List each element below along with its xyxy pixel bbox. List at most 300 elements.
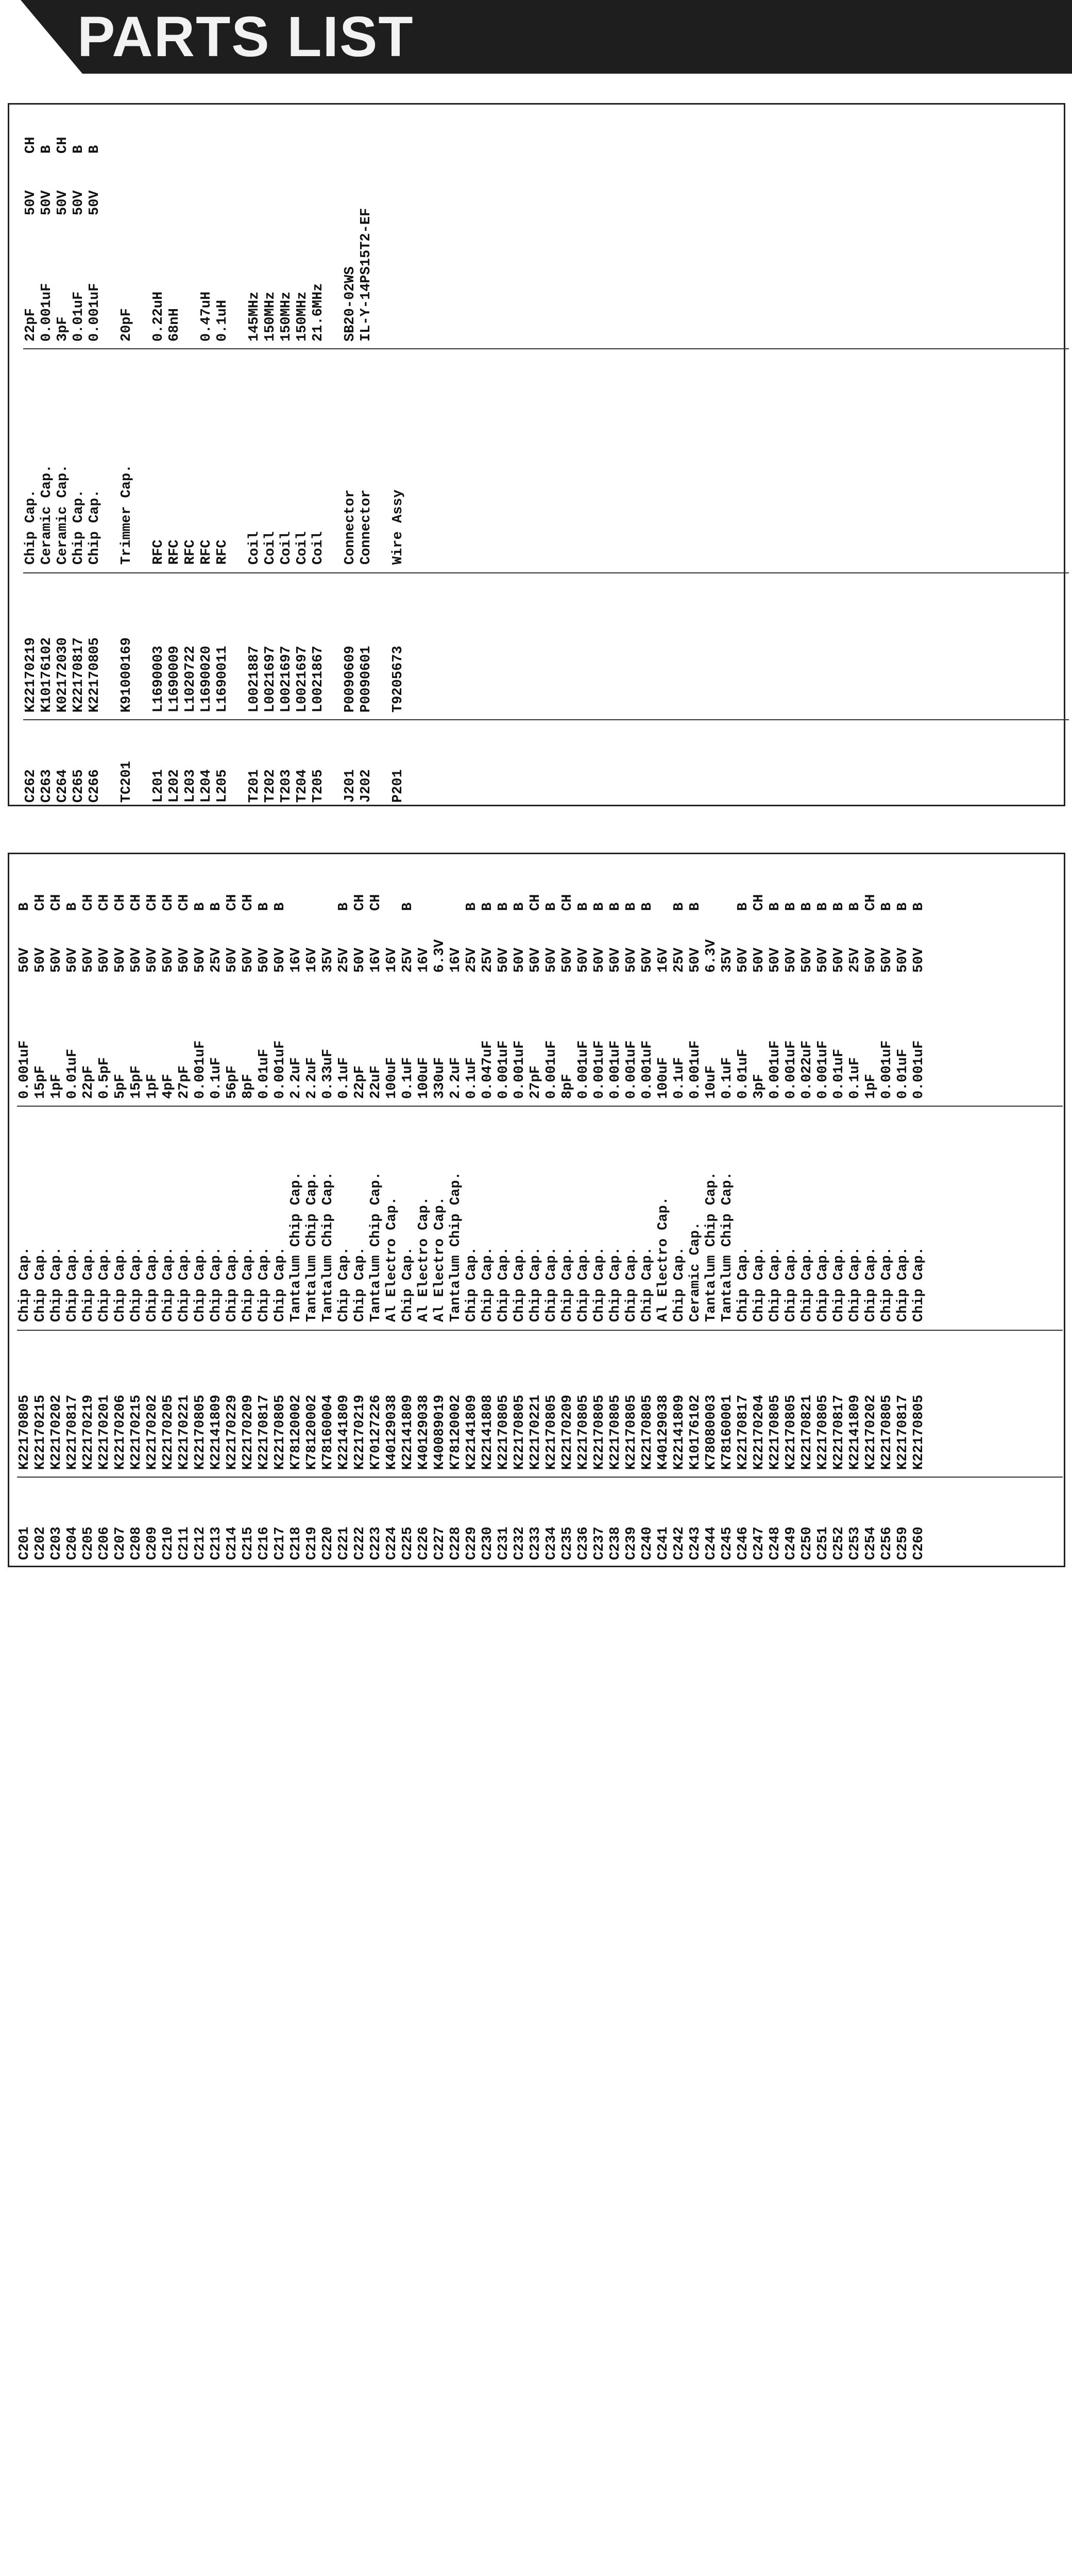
ref-cell: C264 <box>55 769 71 803</box>
part-number-cell: L1690009 <box>167 646 182 713</box>
value-cell: 0.01uF <box>736 1048 751 1099</box>
value-cell: 27pF <box>528 1065 543 1099</box>
voltage-cell: 50V <box>592 947 607 973</box>
description-cell: Chip Cap. <box>528 1247 543 1322</box>
value-cell: 0.001uF <box>879 1040 895 1099</box>
voltage-column <box>17 939 927 973</box>
part-number-cell: K10176102 <box>688 1395 703 1470</box>
description-cell: Chip Cap. <box>65 1247 80 1322</box>
column-divider <box>23 719 1069 720</box>
type-cell <box>288 894 304 911</box>
type-cell: B <box>193 902 208 911</box>
ref-cell: C241 <box>656 1527 671 1560</box>
voltage-cell: 50V <box>129 947 144 973</box>
ref-cell: C245 <box>720 1527 735 1560</box>
description-cell: Chip Cap. <box>879 1247 895 1322</box>
part-number-cell: K22170805 <box>624 1395 639 1470</box>
type-cell <box>432 894 448 911</box>
row-spacer <box>231 465 247 565</box>
voltage-cell: 50V <box>33 947 48 973</box>
voltage-cell: 50V <box>831 947 847 973</box>
type-cell <box>359 137 375 154</box>
value-cell: 0.1uH <box>215 299 230 342</box>
value-cell: 3pF <box>752 1074 767 1099</box>
ref-cell: C246 <box>736 1527 751 1560</box>
row-spacer <box>135 465 151 565</box>
part-number-cell: L0021867 <box>311 646 326 713</box>
value-cell: 100uF <box>416 1057 432 1099</box>
type-cell: B <box>784 902 799 911</box>
voltage-cell: 6.3V <box>704 939 719 973</box>
part-number-cell: K02172030 <box>55 637 71 713</box>
ref-cell: C250 <box>799 1527 815 1560</box>
part-number-cell: L1690020 <box>199 646 214 713</box>
part-number-cell: K22170221 <box>177 1395 192 1470</box>
type-cell <box>390 137 406 154</box>
ref-cell: L202 <box>167 769 182 803</box>
description-cell: Chip Cap. <box>752 1247 767 1322</box>
voltage-cell: 50V <box>688 947 703 973</box>
voltage-cell: 50V <box>560 947 575 973</box>
description-cell: Chip Cap. <box>736 1247 751 1322</box>
description-cell: Tantalum Chip Cap. <box>304 1172 320 1322</box>
ref-cell: C244 <box>704 1527 719 1560</box>
value-cell: 0.01uF <box>895 1048 911 1099</box>
type-cell: CH <box>113 894 128 911</box>
type-cell: CH <box>81 894 96 911</box>
rotated-table-content <box>17 894 927 2576</box>
value-cell: 0.001uF <box>592 1040 607 1099</box>
description-cell: RFC <box>215 539 230 565</box>
description-cell: Ceramic Cap. <box>55 464 71 565</box>
type-cell: B <box>688 902 703 911</box>
part-number-cell: K22170805 <box>193 1395 208 1470</box>
voltage-cell: 50V <box>17 947 32 973</box>
row-spacer <box>375 761 390 803</box>
value-cell: 0.001uF <box>544 1040 559 1099</box>
voltage-cell: 50V <box>544 947 559 973</box>
value-cell: 0.001uF <box>688 1040 703 1099</box>
value-cell: 0.001uF <box>815 1040 831 1099</box>
ref-cell: C206 <box>97 1527 112 1560</box>
type-cell <box>343 137 359 154</box>
description-cell: Trimmer Cap. <box>119 464 134 565</box>
voltage-cell: 50V <box>177 947 192 973</box>
value-cell: 0.1uF <box>400 1057 416 1099</box>
ref-cell: L204 <box>199 769 214 803</box>
part-number-cell: K78120002 <box>288 1395 304 1470</box>
value-cell: 0.33uF <box>320 1048 336 1099</box>
ref-cell: C243 <box>688 1527 703 1560</box>
description-cell: Al Electro Cap. <box>656 1196 671 1322</box>
ref-cell: C202 <box>33 1527 48 1560</box>
type-cell: CH <box>33 894 48 911</box>
description-cell: Chip Cap. <box>17 1247 32 1322</box>
value-cell: 0.47uH <box>199 291 214 342</box>
value-cell: 8pF <box>560 1074 575 1099</box>
description-cell: Chip Cap. <box>241 1247 256 1322</box>
type-column <box>23 137 406 154</box>
description-cell: Ceramic Cap. <box>688 1222 703 1322</box>
row-spacer <box>327 208 343 342</box>
value-cell: 0.1uF <box>847 1057 863 1099</box>
row-spacer <box>103 137 119 154</box>
voltage-cell: 50V <box>768 947 783 973</box>
part-number-cell: K40129038 <box>384 1395 400 1470</box>
part-number-cell: K22141809 <box>209 1395 224 1470</box>
voltage-cell: 16V <box>384 947 400 973</box>
part-number-cell: P0090609 <box>343 646 358 713</box>
description-cell: Chip Cap. <box>273 1247 288 1322</box>
description-cell: Coil <box>311 531 326 565</box>
ref-cell: C235 <box>560 1527 575 1560</box>
row-spacer <box>327 137 343 154</box>
type-cell <box>448 894 464 911</box>
ref-cell: C214 <box>225 1527 240 1560</box>
voltage-cell <box>359 190 375 215</box>
description-cell: Chip Cap. <box>113 1247 128 1322</box>
row-spacer <box>103 465 119 565</box>
ref-cell: C248 <box>768 1527 783 1560</box>
voltage-cell: 50V <box>145 947 160 973</box>
type-cell: B <box>624 902 639 911</box>
description-cell: Chip Cap. <box>49 1247 64 1322</box>
type-cell: CH <box>145 894 160 911</box>
value-cell: 0.1uF <box>336 1057 352 1099</box>
value-cell: 21.6MHz <box>311 283 326 342</box>
value-cell: 10uF <box>704 1065 719 1099</box>
description-cell: RFC <box>199 539 214 565</box>
voltage-cell: 50V <box>752 947 767 973</box>
description-cell: Chip Cap. <box>97 1247 112 1322</box>
part-number-cell: K22170219 <box>352 1395 368 1470</box>
description-cell: Tantalum Chip Cap. <box>320 1172 336 1322</box>
type-cell: B <box>273 902 288 911</box>
value-cell: 0.022uF <box>799 1040 815 1099</box>
ref-column <box>17 1527 927 1560</box>
part-number-cell: K22170206 <box>113 1395 128 1470</box>
voltage-cell: 6.3V <box>432 939 448 973</box>
value-cell: 100uF <box>656 1057 671 1099</box>
part-number-cell: K22141808 <box>480 1395 496 1470</box>
voltage-cell: 16V <box>304 947 320 973</box>
voltage-column <box>23 190 406 215</box>
part-number-cell: K22170805 <box>768 1395 783 1470</box>
table-columns <box>23 112 1069 803</box>
description-cell: Tantalum Chip Cap. <box>288 1172 304 1322</box>
ref-cell: C211 <box>177 1527 192 1560</box>
type-cell: B <box>768 902 783 911</box>
ref-cell: C210 <box>161 1527 176 1560</box>
description-cell: Chip Cap. <box>225 1247 240 1322</box>
value-cell: 2.2uF <box>288 1057 304 1099</box>
part-number-cell: K22170219 <box>23 637 39 713</box>
type-cell: B <box>895 902 911 911</box>
value-cell: 3pF <box>55 316 71 342</box>
ref-cell: C253 <box>847 1527 863 1560</box>
value-cell: 0.5pF <box>97 1057 112 1099</box>
description-cell: Chip Cap. <box>815 1247 831 1322</box>
description-cell: RFC <box>151 539 166 565</box>
type-cell <box>215 137 231 154</box>
voltage-cell: 50V <box>736 947 751 973</box>
part-number-cell: P0090601 <box>359 646 374 713</box>
row-spacer <box>327 190 343 215</box>
value-cell: 0.1uF <box>209 1057 224 1099</box>
value-cell: 56pF <box>225 1065 240 1099</box>
part-number-cell: L1690011 <box>215 646 230 713</box>
type-cell: B <box>257 902 272 911</box>
ref-cell: C222 <box>352 1527 368 1560</box>
voltage-cell: 50V <box>784 947 799 973</box>
type-cell: B <box>576 902 591 911</box>
type-cell <box>720 894 736 911</box>
part-number-cell: K22170209 <box>241 1395 256 1470</box>
type-cell: B <box>799 902 815 911</box>
description-column <box>17 1172 927 1322</box>
value-cell: 15pF <box>33 1065 48 1099</box>
type-cell <box>199 137 215 154</box>
ref-cell: C218 <box>288 1527 304 1560</box>
value-cell <box>183 208 199 342</box>
part-number-cell: L0021697 <box>295 646 310 713</box>
part-number-cell: K22170805 <box>273 1395 288 1470</box>
type-cell: CH <box>49 894 64 911</box>
description-cell: Chip Cap. <box>352 1247 368 1322</box>
part-number-cell: K78120002 <box>304 1395 320 1470</box>
value-cell: 15pF <box>129 1065 144 1099</box>
part-number-cell: K22170229 <box>225 1395 240 1470</box>
part-number-cell: L0021887 <box>247 646 262 713</box>
row-spacer <box>375 190 390 215</box>
value-cell: 2.2uF <box>304 1057 320 1099</box>
part-number-cell: K22141809 <box>336 1395 352 1470</box>
voltage-cell: 50V <box>257 947 272 973</box>
ref-cell: P201 <box>390 769 406 803</box>
ref-cell: C204 <box>65 1527 80 1560</box>
part-number-cell: K78160004 <box>320 1395 336 1470</box>
type-cell: CH <box>352 894 368 911</box>
type-cell <box>183 137 199 154</box>
voltage-cell: 50V <box>879 947 895 973</box>
type-cell <box>656 894 672 911</box>
row-spacer <box>231 208 247 342</box>
value-cell: 150MHz <box>295 291 310 342</box>
ref-cell: C230 <box>480 1527 496 1560</box>
ref-cell: T205 <box>311 769 326 803</box>
type-cell: B <box>592 902 607 911</box>
ref-cell: C242 <box>672 1527 687 1560</box>
description-cell: Chip Cap. <box>81 1247 96 1322</box>
value-cell: 330uF <box>432 1057 448 1099</box>
type-cell: B <box>815 902 831 911</box>
type-cell: CH <box>752 894 767 911</box>
value-cell: 0.001uF <box>768 1040 783 1099</box>
part-number-cell: K22170817 <box>65 1395 80 1470</box>
part-number-cell: K22170805 <box>576 1395 591 1470</box>
type-cell: CH <box>129 894 144 911</box>
part-number-cell: K40129038 <box>416 1395 432 1470</box>
ref-cell: J201 <box>343 769 358 803</box>
type-cell: CH <box>863 894 879 911</box>
ref-cell: C216 <box>257 1527 272 1560</box>
part-number-cell: K22170805 <box>640 1395 655 1470</box>
part-number-cell: K22170817 <box>895 1395 911 1470</box>
description-cell: Chip Cap. <box>71 489 87 565</box>
part-number-column <box>23 637 406 713</box>
value-cell: 0.001uF <box>512 1040 528 1099</box>
part-number-cell: K22170817 <box>831 1395 847 1470</box>
value-cell: 0.047uF <box>480 1040 496 1099</box>
description-cell: Chip Cap. <box>608 1247 623 1322</box>
value-cell: 0.01uF <box>65 1048 80 1099</box>
part-number-cell: K22170817 <box>736 1395 751 1470</box>
description-cell: Chip Cap. <box>336 1247 352 1322</box>
description-cell: RFC <box>183 539 198 565</box>
value-cell: 0.001uF <box>624 1040 639 1099</box>
description-cell: Coil <box>247 531 262 565</box>
part-number-cell: K10176102 <box>39 637 55 713</box>
row-spacer <box>375 208 390 342</box>
part-number-cell: K22141809 <box>400 1395 416 1470</box>
ref-cell: C249 <box>784 1527 799 1560</box>
part-number-cell: K22170805 <box>496 1395 512 1470</box>
type-cell: CH <box>161 894 176 911</box>
type-cell: B <box>400 902 416 911</box>
part-number-cell: K22170202 <box>863 1395 879 1470</box>
value-cell: 0.001uF <box>784 1040 799 1099</box>
type-cell: B <box>672 902 687 911</box>
part-number-cell: K40129038 <box>656 1395 671 1470</box>
value-cell: 0.001uF <box>87 283 103 342</box>
voltage-cell: 50V <box>863 947 879 973</box>
column-divider <box>17 1477 1063 1478</box>
voltage-cell: 50V <box>65 947 80 973</box>
row-spacer <box>375 637 390 713</box>
description-cell: Chip Cap. <box>464 1247 480 1322</box>
description-cell: Al Electro Cap. <box>432 1196 448 1322</box>
value-cell: 0.001uF <box>496 1040 512 1099</box>
ref-cell: C228 <box>448 1527 464 1560</box>
ref-cell: C266 <box>87 769 103 803</box>
part-number-cell: K22170817 <box>71 637 87 713</box>
description-cell: Chip Cap. <box>911 1247 927 1322</box>
page-title: PARTS LIST <box>77 5 414 69</box>
description-cell: Chip Cap. <box>209 1247 224 1322</box>
voltage-cell: 35V <box>320 947 336 973</box>
description-cell: Chip Cap. <box>257 1247 272 1322</box>
description-cell: Chip Cap. <box>592 1247 607 1322</box>
description-cell: Chip Cap. <box>863 1247 879 1322</box>
type-cell <box>247 137 263 154</box>
part-number-cell: K22170209 <box>560 1395 575 1470</box>
part-number-cell: K22170221 <box>528 1395 543 1470</box>
ref-cell: C221 <box>336 1527 352 1560</box>
part-number-cell: K22170805 <box>784 1395 799 1470</box>
type-cell: B <box>480 902 496 911</box>
voltage-cell: 16V <box>448 947 464 973</box>
value-cell: 0.01uF <box>71 291 87 342</box>
ref-cell: L201 <box>151 769 166 803</box>
part-number-cell: K22170821 <box>799 1395 815 1470</box>
voltage-cell: 50V <box>55 190 71 215</box>
voltage-cell <box>390 190 406 215</box>
voltage-cell <box>263 190 279 215</box>
part-number-cell: K70127226 <box>368 1395 384 1470</box>
description-cell: Chip Cap. <box>400 1247 416 1322</box>
type-cell: B <box>39 145 55 154</box>
column-divider <box>23 572 1069 573</box>
description-cell: Coil <box>263 531 278 565</box>
type-cell: B <box>736 902 751 911</box>
type-cell: B <box>209 902 224 911</box>
voltage-cell: 25V <box>847 947 863 973</box>
voltage-cell: 16V <box>416 947 432 973</box>
description-cell: Tantalum Chip Cap. <box>720 1172 735 1322</box>
description-cell: Chip Cap. <box>768 1247 783 1322</box>
ref-cell: C232 <box>512 1527 528 1560</box>
ref-cell: C251 <box>815 1527 831 1560</box>
voltage-cell: 50V <box>352 947 368 973</box>
part-number-cell: T9205673 <box>390 646 406 713</box>
row-spacer <box>135 190 151 215</box>
description-cell: Connector <box>343 489 358 565</box>
voltage-cell: 25V <box>672 947 687 973</box>
ref-cell: C238 <box>608 1527 623 1560</box>
value-cell: 0.001uF <box>273 1040 288 1099</box>
voltage-cell: 25V <box>336 947 352 973</box>
ref-cell: C256 <box>879 1527 895 1560</box>
type-cell: B <box>65 902 80 911</box>
part-number-cell: K22170202 <box>49 1395 64 1470</box>
voltage-cell: 16V <box>656 947 671 973</box>
type-cell: CH <box>528 894 543 911</box>
part-number-cell: K91000169 <box>119 637 134 713</box>
type-cell <box>304 894 320 911</box>
value-cell: 0.22uH <box>151 291 166 342</box>
type-cell: B <box>496 902 512 911</box>
part-number-cell: K22170202 <box>145 1395 160 1470</box>
description-cell: Chip Cap. <box>544 1247 559 1322</box>
voltage-cell: 50V <box>97 947 112 973</box>
voltage-cell <box>247 190 263 215</box>
type-cell: CH <box>241 894 256 911</box>
row-spacer <box>231 637 247 713</box>
description-cell: Al Electro Cap. <box>416 1196 432 1322</box>
ref-cell: C236 <box>576 1527 591 1560</box>
type-cell: B <box>512 902 528 911</box>
value-cell: 8pF <box>241 1074 256 1099</box>
ref-cell: C207 <box>113 1527 128 1560</box>
type-cell: B <box>879 902 895 911</box>
type-cell: B <box>71 145 87 154</box>
value-cell: 0.001uF <box>640 1040 655 1099</box>
value-cell: 22pF <box>23 308 39 342</box>
value-cell: 5pF <box>113 1074 128 1099</box>
type-cell: CH <box>368 894 384 911</box>
ref-cell: T202 <box>263 769 278 803</box>
part-number-column <box>17 1395 927 1470</box>
voltage-cell: 50V <box>273 947 288 973</box>
ref-cell: C252 <box>831 1527 847 1560</box>
voltage-cell: 50V <box>624 947 639 973</box>
type-cell: CH <box>225 894 240 911</box>
voltage-cell: 50V <box>576 947 591 973</box>
value-cell: 150MHz <box>263 291 278 342</box>
ref-cell: T203 <box>279 769 294 803</box>
voltage-cell: 50V <box>911 947 927 973</box>
voltage-cell: 50V <box>113 947 128 973</box>
